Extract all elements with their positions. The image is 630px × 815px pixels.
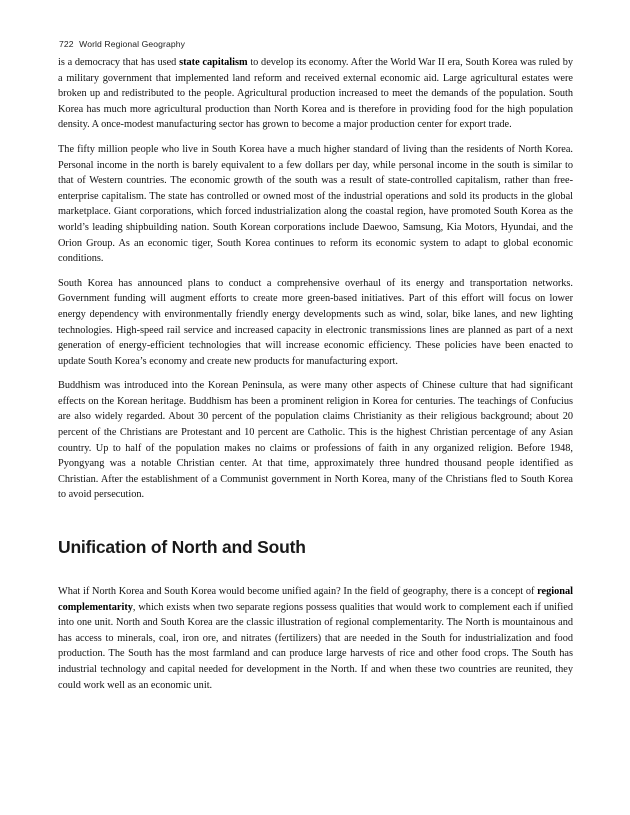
running-header bbox=[59, 38, 573, 50]
paragraph-energy-overhaul: South Korea has announced plans to conduct a comprehensive overhaul of its energy and transportation networks. Government funding will augment efforts to create more green-based initiatives. Part of this effort will focus on lower energy dependency with environmentally friendly energy developments such as wind, solar, bike lanes, and new lighting technologies. High-speed rail service and increased capacity in electronic transmissions lines are planned as part of a next generation of energy-efficient technologies that will increase economic efficiency. These policies have been enacted to update South Korea’s economy and create new products for manufacturing export. bbox=[58, 277, 573, 367]
paragraph-state-capitalism bbox=[58, 55, 573, 133]
section-heading-unification: Unification of North and South bbox=[58, 537, 306, 558]
key-term-state-capitalism: state capitalism bbox=[179, 57, 248, 68]
paragraph-text: What if North Korea and South Korea would become unified again? In the field of geography, there is a concept of bbox=[58, 586, 538, 598]
paragraph-religion: Buddhism was introduced into the Korean Peninsula, as were many other aspects of Chinese culture that had significant effects on the Korean heritage. Buddhism has been a prominent religion in Korea for centuries. The teachings of Confucius are also widely regarded. About 30 percent of the population claims Christianity as their religious background; about 20 percent of the Christians are Protestant and 10 percent are Catholic. This is the highest Christian percentage of any Asian country. Up to half of the population makes no claims or professions of faith in any organized religion. Before 1948, Pyongyang was a notable Christian center. At that time, approximately three hundred thousand people identified as Christian. After the establishment of a Communist government in North Korea, many of the Christians fled to South Korea to avoid persecution. bbox=[58, 380, 573, 501]
key-term-regional-complementarity: regional complementarity bbox=[58, 586, 573, 613]
book-title: World Regional Geography bbox=[79, 39, 186, 49]
paragraph-regional-complementarity bbox=[58, 584, 573, 693]
paragraph-standard-of-living: The fifty million people who live in South Korea have a much higher standard of living than the residents of North Korea. Personal income in the north is barely equivalent to a few dollars per day, while personal income in the south is similar to that of Western countries. The economic growth of the south was a result of state-controlled capitalism, rather than free-enterprise capitalism. The state has controlled or owned most of the industrial operations and sold its products in the global marketplace. Giant corporations, which forced industrialization along the coastal region, have promoted South Korea as the world’s leading shipbuilding nation. South Korean corporations include Daewoo, Samsung, Kia Motors, Hyundai, and the Orion Group. As an economic tiger, South Korea continues to reform its economic system to adapt to global economic conditions. bbox=[58, 143, 573, 265]
page-number: 722 bbox=[59, 39, 74, 49]
paragraph-text: to develop its economy. After the World War II era, South Korea was ruled by a military government that implemented land reform and received external economic aid. Large agricultural estates were broken up and redistributed to the people. Agricultural production increased to meet the demands of the population. South Korea has much more agricultural production than North Korea and is therefore in providing food for the high population density. A once-modest manufacturing sector has grown to become a major production center for export trade. bbox=[58, 57, 573, 131]
paragraph-text: is a democracy that has used bbox=[58, 57, 180, 68]
paragraph-text: , which exists when two separate regions possess qualities that would work to complement each if unified into one unit. North and South Korea are the classic illustration of regional complementarity. The North is mountainous and has access to minerals, coal, iron ore, and nitrates (fertilizers) that are needed in the South for industrialization and food production. The South has the most farmland and can produce large harvests of rice and other food crops. The South has industrial technology and capital needed for development in the North. If and when these two countries are reunited, they could work well as an economic unit. bbox=[58, 601, 573, 691]
